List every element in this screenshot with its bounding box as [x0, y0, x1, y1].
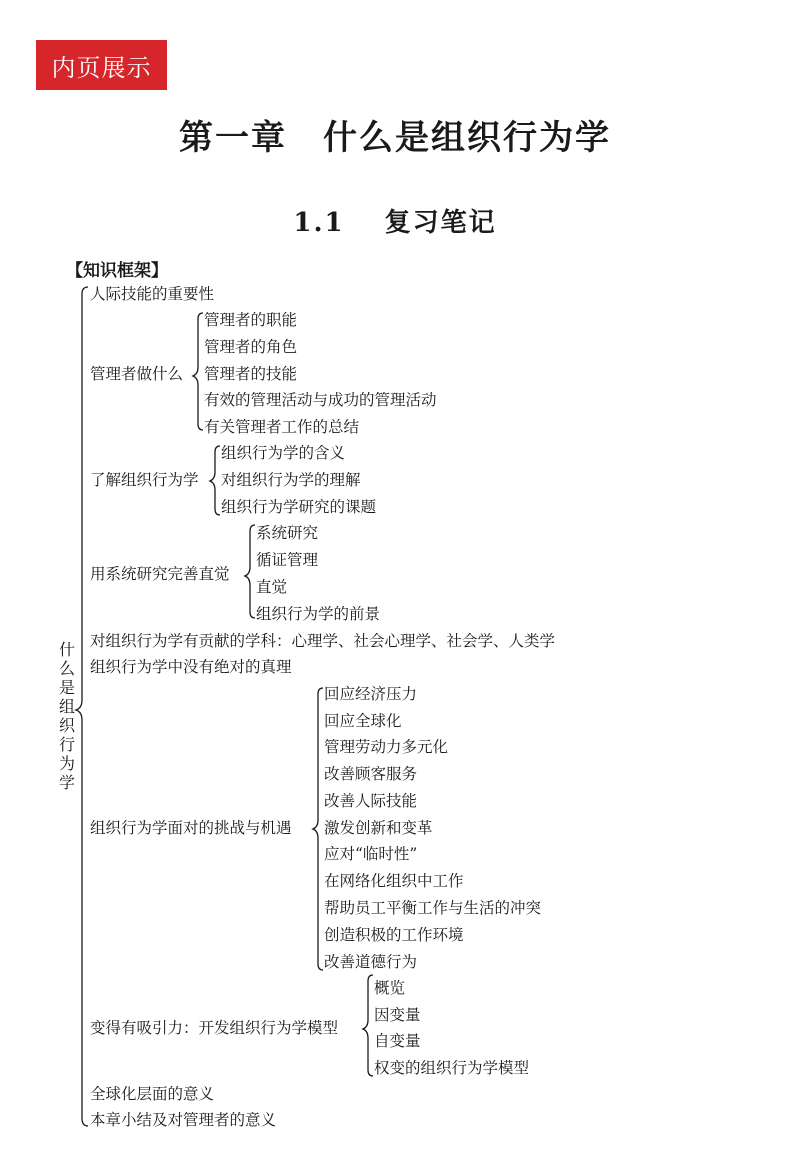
outline-subitem: 循证管理 — [256, 551, 319, 569]
outline-item: 全球化层面的意义 — [90, 1085, 215, 1103]
framework-label: 【知识框架】 — [66, 261, 168, 281]
outline-subitem: 对组织行为学的理解 — [221, 471, 361, 489]
outline-subitem: 激发创新和变革 — [324, 819, 433, 837]
outline-item: 本章小结及对管理者的意义 — [90, 1111, 277, 1129]
section-title: 复习笔记 — [384, 208, 497, 238]
outline-item: 管理者做什么 — [90, 365, 184, 383]
root-topic: 什 么 是 组 织 行 为 学 — [58, 640, 75, 792]
brace-challenges — [313, 688, 323, 970]
outline-item: 变得有吸引力：开发组织行为学模型 — [90, 1019, 339, 1037]
outline-item: 对组织行为学有贡献的学科：心理学、社会心理学、社会学、人类学 — [90, 632, 556, 650]
outline-subitem: 直觉 — [256, 578, 288, 596]
outline-item: 组织行为学中没有绝对的真理 — [90, 658, 292, 676]
outline-subitem: 在网络化组织中工作 — [324, 872, 464, 890]
outline-subitem: 概览 — [374, 979, 406, 997]
outline-item: 了解组织行为学 — [90, 471, 199, 489]
chapter-title: 第一章 什么是组织行为学 — [179, 118, 611, 158]
outline-item: 用系统研究完善直觉 — [90, 565, 230, 583]
outline-subitem: 改善顾客服务 — [324, 765, 418, 783]
outline-subitem: 有关管理者工作的总结 — [204, 418, 360, 436]
outline-subitem: 组织行为学的前景 — [256, 605, 381, 623]
outline-subitem: 组织行为学的含义 — [221, 444, 346, 462]
section-number: 1.1 — [293, 208, 345, 238]
outline-item: 人际技能的重要性 — [90, 285, 215, 303]
outline-subitem: 管理者的职能 — [204, 311, 298, 329]
outline-subitem: 创造积极的工作环境 — [324, 926, 464, 944]
outline-subitem: 管理者的角色 — [204, 338, 298, 356]
outline-subitem: 权变的组织行为学模型 — [374, 1059, 530, 1077]
outline-subitem: 组织行为学研究的课题 — [221, 498, 377, 516]
outline-subitem: 管理者的技能 — [204, 365, 298, 383]
outline-subitem: 应对“临时性” — [324, 845, 418, 863]
brace-managers — [193, 313, 203, 430]
outline-subitem: 系统研究 — [256, 524, 319, 542]
outline-subitem: 回应经济压力 — [324, 685, 418, 703]
outline-subitem: 帮助员工平衡工作与生活的冲突 — [324, 899, 542, 917]
main-brace — [76, 287, 88, 1126]
outline-subitem: 管理劳动力多元化 — [324, 738, 449, 756]
outline-item: 组织行为学面对的挑战与机遇 — [90, 819, 292, 837]
page-badge: 内页展示 — [36, 40, 167, 90]
outline-subitem: 因变量 — [374, 1006, 421, 1024]
outline-subitem: 自变量 — [374, 1032, 421, 1050]
outline-subitem: 有效的管理活动与成功的管理活动 — [204, 391, 437, 409]
brace-systematic-study — [245, 525, 255, 618]
outline-subitem: 改善道德行为 — [324, 953, 418, 971]
brace-model — [363, 975, 373, 1076]
outline-subitem: 改善人际技能 — [324, 792, 418, 810]
outline-subitem: 回应全球化 — [324, 712, 402, 730]
brace-understand-ob — [210, 446, 220, 515]
